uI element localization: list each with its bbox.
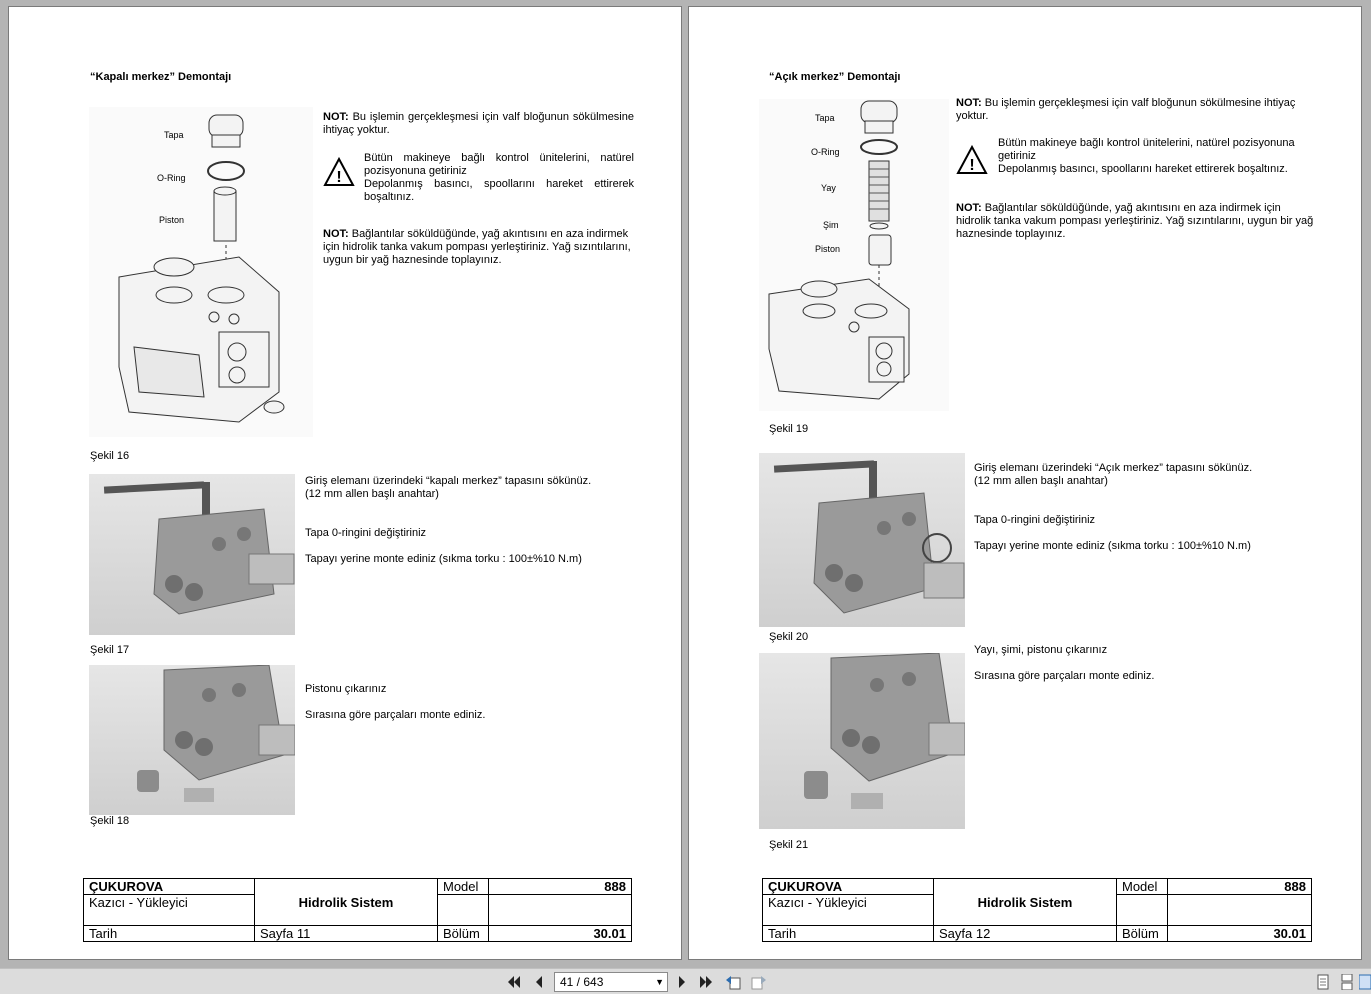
footer-date-label: Tarih [763, 926, 934, 942]
go-back-icon[interactable] [724, 973, 742, 991]
facing-view-icon[interactable] [1358, 973, 1371, 991]
label-yay: Yay [821, 183, 836, 193]
footer-title: Hidrolik Sistem [255, 879, 438, 926]
footer-section-value: 30.01 [489, 926, 632, 942]
figure-caption-18: Şekil 18 [90, 815, 130, 827]
page-footer-table [83, 878, 632, 942]
footer-section-value: 30.01 [1168, 926, 1312, 942]
footer-model-label: Model [1117, 879, 1168, 895]
footer-company: ÇUKUROVA [84, 879, 255, 895]
page-number-field[interactable] [554, 972, 668, 992]
page-left [8, 6, 682, 960]
section-heading: “Açık merkez” Demontajı [769, 71, 901, 83]
footer-model-value: 888 [1168, 879, 1312, 895]
first-page-icon[interactable] [505, 973, 523, 991]
exploded-drawing-open-center [759, 99, 949, 411]
svg-text:!: ! [969, 157, 975, 174]
next-page-icon[interactable] [673, 973, 691, 991]
single-page-view-icon[interactable] [1314, 973, 1332, 991]
page-footer-table [762, 878, 1312, 942]
step-remove-plug: Giriş elemanı üzerindeki “Açık merkez” tapasını sökünüz. (12 mm allen başlı anahtar) [974, 462, 1253, 487]
figure-caption-21: Şekil 21 [769, 839, 809, 851]
warning-icon [323, 157, 355, 187]
figure-caption-16: Şekil 16 [90, 450, 130, 462]
label-sim: Şim [823, 220, 839, 230]
footer-section-label: Bölüm [1117, 926, 1168, 942]
step-remove-plug: Giriş elemanı üzerindeki “kapalı merkez” tapasını sökünüz. (12 mm allen başlı anahtar) [305, 475, 592, 500]
footer-section-label: Bölüm [438, 926, 489, 942]
step-refit-plug: Tapayı yerine monte ediniz (sıkma torku : 100±%10 N.m) [974, 540, 1251, 552]
photo-valve-spring-piston [759, 653, 965, 829]
page-indicator-text: 41 / 643 [560, 975, 604, 989]
label-o-ring: O-Ring [157, 173, 186, 183]
step-replace-oring: Tapa 0-ringini değiştiriniz [305, 527, 427, 539]
step-refit-plug: Tapayı yerine monte ediniz (sıkma torku : 100±%10 N.m) [305, 553, 582, 565]
navigation-toolbar [0, 968, 1371, 994]
note-2: NOT: Bağlantılar söküldüğünde, yağ akıntısını en aza indirmek için hidrolik tanka vakum pompası yerleştiriniz. Yağ sızıntılarını, uygun bir yağ haznesinde toplayınız. [323, 228, 631, 266]
continuous-view-icon[interactable] [1338, 973, 1356, 991]
footer-model-label: Model [438, 879, 489, 895]
go-forward-icon[interactable] [750, 973, 768, 991]
step-replace-oring: Tapa 0-ringini değiştiriniz [974, 514, 1096, 526]
label-piston: Piston [815, 244, 841, 254]
step-reassemble: Sırasına göre parçaları monte ediniz. [305, 709, 486, 721]
exploded-drawing-closed-center [89, 107, 313, 437]
section-heading: “Kapalı merkez” Demontajı [90, 71, 232, 83]
label-piston: Piston [159, 215, 185, 225]
label-tapa: Tapa [815, 113, 835, 123]
figure-caption-17: Şekil 17 [90, 644, 130, 656]
step-remove-piston: Pistonu çıkarınız [305, 683, 387, 695]
photo-valve-wrench [759, 453, 965, 627]
footer-date-label: Tarih [84, 926, 255, 942]
footer-page-label: Sayfa 11 [255, 926, 438, 942]
footer-company: ÇUKUROVA [763, 879, 934, 895]
note-2: NOT: Bağlantılar söküldüğünde, yağ akıntısını en aza indirmek için hidrolik tanka vakum pompası yerleştiriniz. Yağ sızıntılarını, uygun bir yağ haznesinde toplayınız. [956, 202, 1314, 240]
step-reassemble: Sırasına göre parçaları monte ediniz. [974, 670, 1155, 682]
step-remove-spring-shim-piston: Yayı, şimi, pistonu çıkarınız [974, 644, 1108, 656]
warning-text: Bütün makineye bağlı kontrol ünitelerini, natürel pozisyonuna getiriniz Depolanmış basıncı, spoollarını hareket ettirerek boşaltınız. [998, 137, 1295, 175]
note-1: NOT: Bu işlemin gerçekleşmesi için valf bloğunun sökülmesine ihtiyaç yoktur. [956, 97, 1296, 122]
warning-icon [956, 145, 988, 175]
figure-caption-20: Şekil 20 [769, 631, 809, 643]
footer-machine: Kazıcı - Yükleyici [763, 895, 934, 926]
label-tapa: Tapa [164, 130, 184, 140]
page-right [688, 6, 1362, 960]
warning-text: Bütün makineye bağlı kontrol ünitelerini, natürel pozisyonuna getiriniz Depolanmış basıncı, spoollarını hareket ettirerek boşaltınız. [364, 152, 634, 203]
label-o-ring: O-Ring [811, 147, 840, 157]
photo-valve-wrench [89, 474, 295, 635]
svg-text:!: ! [336, 169, 342, 186]
footer-machine: Kazıcı - Yükleyici [84, 895, 255, 926]
footer-title: Hidrolik Sistem [934, 879, 1117, 926]
last-page-icon[interactable] [697, 973, 715, 991]
footer-page-label: Sayfa 12 [934, 926, 1117, 942]
previous-page-icon[interactable] [530, 973, 548, 991]
note-1: NOT: Bu işlemin gerçekleşmesi için valf bloğunun sökülmesine ihtiyaç yoktur. [323, 111, 634, 136]
figure-caption-19: Şekil 19 [769, 423, 809, 435]
footer-model-value: 888 [489, 879, 632, 895]
photo-valve-piston [89, 665, 295, 815]
chevron-down-icon[interactable]: ▼ [655, 977, 664, 987]
